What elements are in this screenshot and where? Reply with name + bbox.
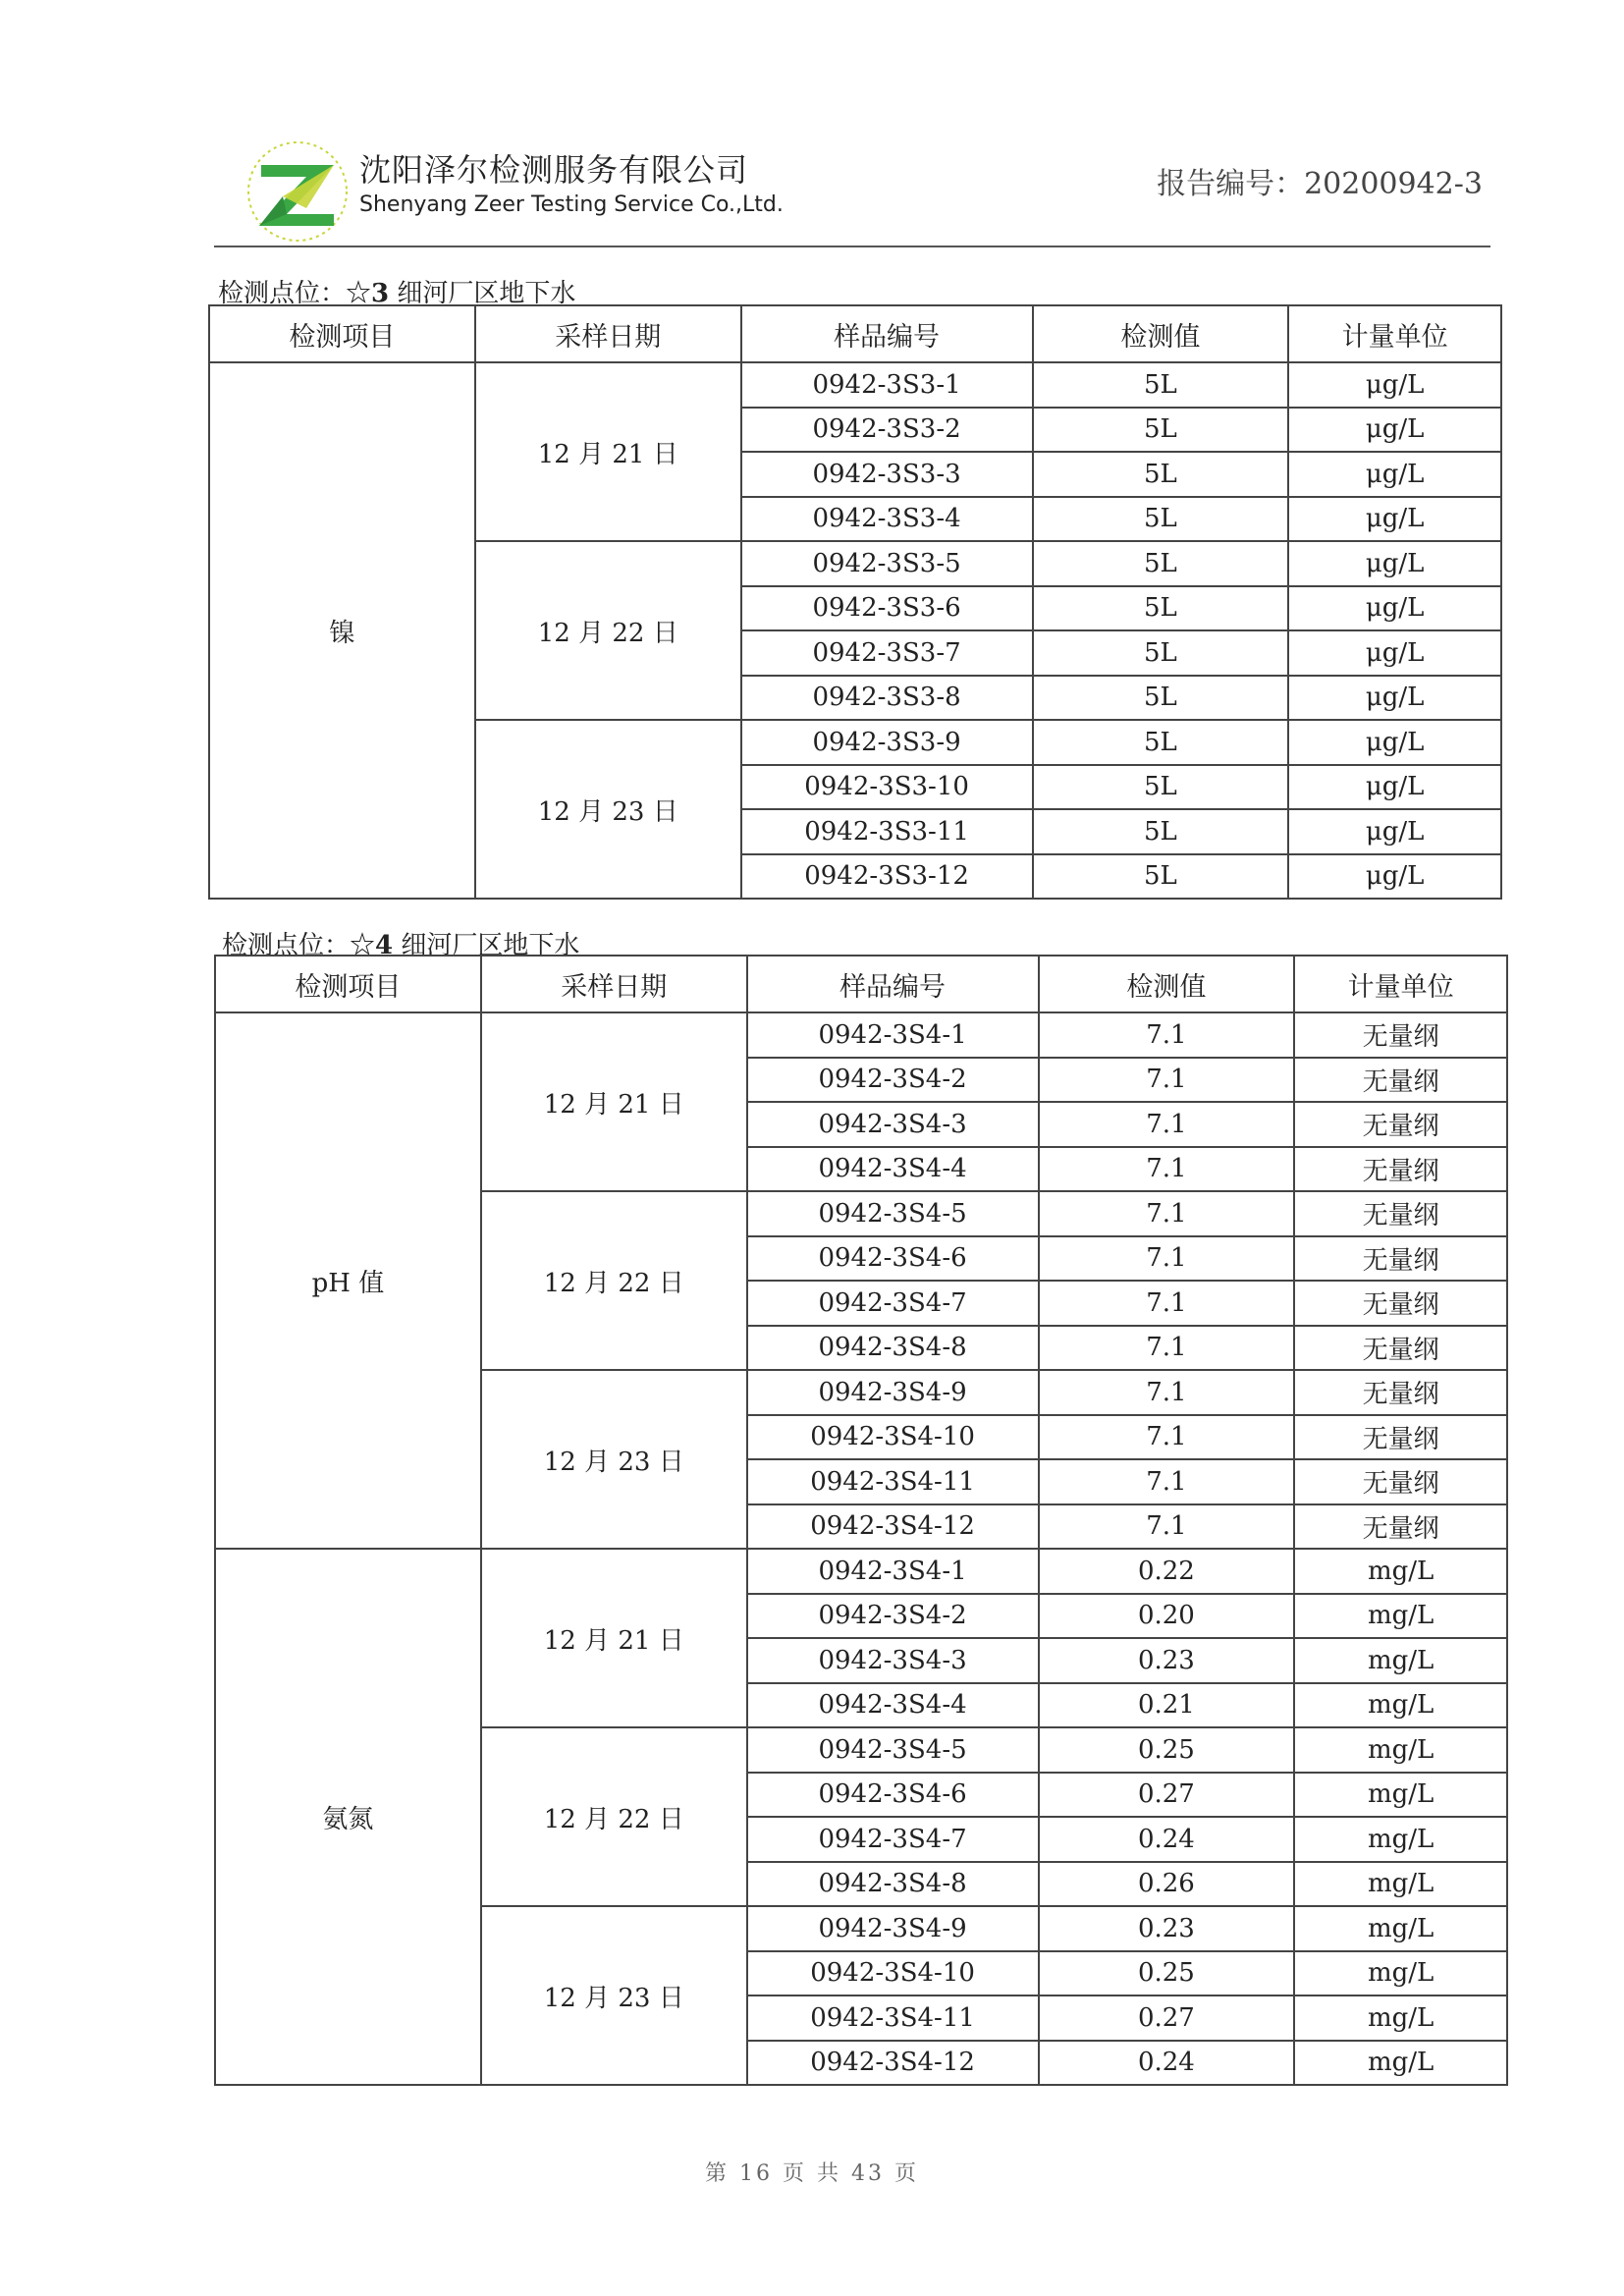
result-value-cell: 5L (1033, 497, 1289, 542)
result-value-cell: 7.1 (1039, 1326, 1295, 1371)
result-value-cell: 0.22 (1039, 1549, 1295, 1594)
sample-id-cell: 0942-3S3-1 (741, 362, 1033, 408)
unit-cell: μg/L (1288, 809, 1501, 854)
unit-cell: mg/L (1294, 1906, 1507, 1951)
result-value-cell: 0.25 (1039, 1951, 1295, 1996)
header-value: 检测值 (1033, 305, 1289, 362)
result-value-cell: 0.26 (1039, 1862, 1295, 1907)
sample-id-cell: 0942-3S3-12 (741, 854, 1033, 900)
sample-id-cell: 0942-3S4-2 (747, 1058, 1039, 1103)
sample-id-cell: 0942-3S4-10 (747, 1415, 1039, 1460)
sample-id-cell: 0942-3S3-7 (741, 630, 1033, 676)
header-date: 采样日期 (481, 956, 747, 1012)
result-value-cell: 5L (1033, 586, 1289, 631)
company-name-en: Shenyang Zeer Testing Service Co.,Ltd. (359, 192, 784, 217)
table-row (215, 1012, 1507, 1058)
unit-cell: mg/L (1294, 1638, 1507, 1683)
sample-id-cell: 0942-3S4-9 (747, 1906, 1039, 1951)
test-item-cell: 镍 (209, 362, 475, 899)
sample-id-cell: 0942-3S4-7 (747, 1817, 1039, 1862)
unit-cell: μg/L (1288, 362, 1501, 408)
sampling-date-cell: 12 月 23 日 (475, 720, 741, 899)
section-title-point-3: 检测点位：☆3 细河厂区地下水 (218, 279, 576, 308)
unit-cell: mg/L (1294, 1549, 1507, 1594)
sample-id-cell: 0942-3S4-12 (747, 1504, 1039, 1550)
result-value-cell: 7.1 (1039, 1370, 1295, 1415)
unit-cell: mg/L (1294, 1951, 1507, 1996)
unit-cell: μg/L (1288, 541, 1501, 586)
unit-cell: 无量纲 (1294, 1370, 1507, 1415)
unit-cell: mg/L (1294, 1862, 1507, 1907)
sample-id-cell: 0942-3S4-4 (747, 1683, 1039, 1728)
result-value-cell: 7.1 (1039, 1102, 1295, 1147)
unit-cell: 无量纲 (1294, 1415, 1507, 1460)
sample-id-cell: 0942-3S4-5 (747, 1191, 1039, 1236)
unit-cell: 无量纲 (1294, 1147, 1507, 1192)
result-value-cell: 7.1 (1039, 1504, 1295, 1550)
section-title-point-4: 检测点位：☆4 细河厂区地下水 (222, 931, 580, 960)
result-value-cell: 5L (1033, 541, 1289, 586)
header-sample: 样品编号 (747, 956, 1039, 1012)
sample-id-cell: 0942-3S4-11 (747, 1995, 1039, 2041)
header-item: 检测项目 (209, 305, 475, 362)
sample-id-cell: 0942-3S3-9 (741, 720, 1033, 765)
sample-id-cell: 0942-3S4-11 (747, 1459, 1039, 1504)
sample-id-cell: 0942-3S3-6 (741, 586, 1033, 631)
unit-cell: 无量纲 (1294, 1504, 1507, 1550)
sample-id-cell: 0942-3S4-5 (747, 1727, 1039, 1773)
sample-id-cell: 0942-3S4-3 (747, 1638, 1039, 1683)
sample-id-cell: 0942-3S4-4 (747, 1147, 1039, 1192)
unit-cell: μg/L (1288, 452, 1501, 497)
results-table-point-3 (208, 304, 1502, 900)
result-value-cell: 0.23 (1039, 1906, 1295, 1951)
result-value-cell: 7.1 (1039, 1459, 1295, 1504)
page-header (244, 137, 1483, 247)
unit-cell: mg/L (1294, 1995, 1507, 2041)
test-item-cell: pH 值 (215, 1012, 481, 1549)
result-value-cell: 0.25 (1039, 1727, 1295, 1773)
result-value-cell: 0.20 (1039, 1594, 1295, 1639)
unit-cell: μg/L (1288, 497, 1501, 542)
test-item-cell: 氨氮 (215, 1549, 481, 2085)
report-number-label: 报告编号： (1157, 167, 1305, 201)
sampling-date-cell: 12 月 23 日 (481, 1370, 747, 1549)
sample-id-cell: 0942-3S3-11 (741, 809, 1033, 854)
result-value-cell: 0.24 (1039, 2041, 1295, 2086)
sample-id-cell: 0942-3S4-8 (747, 1326, 1039, 1371)
report-number (1157, 159, 1483, 202)
unit-cell: mg/L (1294, 1594, 1507, 1639)
sample-id-cell: 0942-3S4-10 (747, 1951, 1039, 1996)
sample-id-cell: 0942-3S3-10 (741, 765, 1033, 810)
header-item: 检测项目 (215, 956, 481, 1012)
sample-id-cell: 0942-3S4-6 (747, 1773, 1039, 1818)
result-value-cell: 5L (1033, 362, 1289, 408)
result-value-cell: 5L (1033, 720, 1289, 765)
sampling-date-cell: 12 月 21 日 (481, 1549, 747, 1727)
header-sample: 样品编号 (741, 305, 1033, 362)
page-footer: 第 16 页 共 43 页 (705, 2161, 919, 2186)
company-name-cn: 沈阳泽尔检测服务有限公司 (359, 151, 749, 189)
result-value-cell: 7.1 (1039, 1058, 1295, 1103)
sampling-date-cell: 12 月 21 日 (475, 362, 741, 541)
result-value-cell: 7.1 (1039, 1281, 1295, 1326)
table-header-row (215, 956, 1507, 1012)
sampling-date-cell: 12 月 22 日 (481, 1727, 747, 1906)
unit-cell: μg/L (1288, 586, 1501, 631)
sampling-date-cell: 12 月 21 日 (481, 1012, 747, 1191)
unit-cell: μg/L (1288, 765, 1501, 810)
unit-cell: μg/L (1288, 630, 1501, 676)
result-value-cell: 5L (1033, 630, 1289, 676)
sample-id-cell: 0942-3S4-9 (747, 1370, 1039, 1415)
unit-cell: 无量纲 (1294, 1102, 1507, 1147)
sample-id-cell: 0942-3S4-2 (747, 1594, 1039, 1639)
header-date: 采样日期 (475, 305, 741, 362)
sample-id-cell: 0942-3S3-5 (741, 541, 1033, 586)
unit-cell: μg/L (1288, 676, 1501, 721)
unit-cell: 无量纲 (1294, 1012, 1507, 1058)
header-value: 检测值 (1039, 956, 1295, 1012)
result-value-cell: 5L (1033, 854, 1289, 900)
unit-cell: 无量纲 (1294, 1326, 1507, 1371)
unit-cell: μg/L (1288, 720, 1501, 765)
result-value-cell: 7.1 (1039, 1147, 1295, 1192)
sample-id-cell: 0942-3S4-1 (747, 1549, 1039, 1594)
result-value-cell: 5L (1033, 765, 1289, 810)
sample-id-cell: 0942-3S3-3 (741, 452, 1033, 497)
table-row (215, 1549, 1507, 1594)
unit-cell: mg/L (1294, 2041, 1507, 2086)
report-number-value: 20200942-3 (1304, 167, 1483, 201)
result-value-cell: 0.27 (1039, 1995, 1295, 2041)
header-unit: 计量单位 (1288, 305, 1501, 362)
results-table-point-4 (214, 955, 1508, 2086)
header-unit: 计量单位 (1294, 956, 1507, 1012)
unit-cell: μg/L (1288, 408, 1501, 453)
sample-id-cell: 0942-3S4-12 (747, 2041, 1039, 2086)
sample-id-cell: 0942-3S4-3 (747, 1102, 1039, 1147)
unit-cell: 无量纲 (1294, 1236, 1507, 1282)
header-divider (214, 246, 1490, 247)
unit-cell: mg/L (1294, 1817, 1507, 1862)
result-value-cell: 5L (1033, 809, 1289, 854)
unit-cell: mg/L (1294, 1773, 1507, 1818)
result-value-cell: 0.24 (1039, 1817, 1295, 1862)
result-value-cell: 7.1 (1039, 1012, 1295, 1058)
sample-id-cell: 0942-3S3-2 (741, 408, 1033, 453)
result-value-cell: 7.1 (1039, 1236, 1295, 1282)
sample-id-cell: 0942-3S3-4 (741, 497, 1033, 542)
result-value-cell: 5L (1033, 408, 1289, 453)
table-header-row (209, 305, 1501, 362)
result-value-cell: 5L (1033, 452, 1289, 497)
sample-id-cell: 0942-3S4-7 (747, 1281, 1039, 1326)
unit-cell: 无量纲 (1294, 1058, 1507, 1103)
result-value-cell: 7.1 (1039, 1415, 1295, 1460)
result-value-cell: 0.27 (1039, 1773, 1295, 1818)
sampling-date-cell: 12 月 22 日 (481, 1191, 747, 1370)
sampling-date-cell: 12 月 23 日 (481, 1906, 747, 2085)
result-value-cell: 5L (1033, 676, 1289, 721)
sampling-date-cell: 12 月 22 日 (475, 541, 741, 720)
unit-cell: mg/L (1294, 1683, 1507, 1728)
result-value-cell: 7.1 (1039, 1191, 1295, 1236)
result-value-cell: 0.23 (1039, 1638, 1295, 1683)
company-logo-icon (244, 137, 352, 246)
sample-id-cell: 0942-3S4-1 (747, 1012, 1039, 1058)
sample-id-cell: 0942-3S3-8 (741, 676, 1033, 721)
unit-cell: mg/L (1294, 1727, 1507, 1773)
unit-cell: 无量纲 (1294, 1191, 1507, 1236)
result-value-cell: 0.21 (1039, 1683, 1295, 1728)
table-row (209, 362, 1501, 408)
unit-cell: μg/L (1288, 854, 1501, 900)
sample-id-cell: 0942-3S4-6 (747, 1236, 1039, 1282)
unit-cell: 无量纲 (1294, 1459, 1507, 1504)
sample-id-cell: 0942-3S4-8 (747, 1862, 1039, 1907)
unit-cell: 无量纲 (1294, 1281, 1507, 1326)
